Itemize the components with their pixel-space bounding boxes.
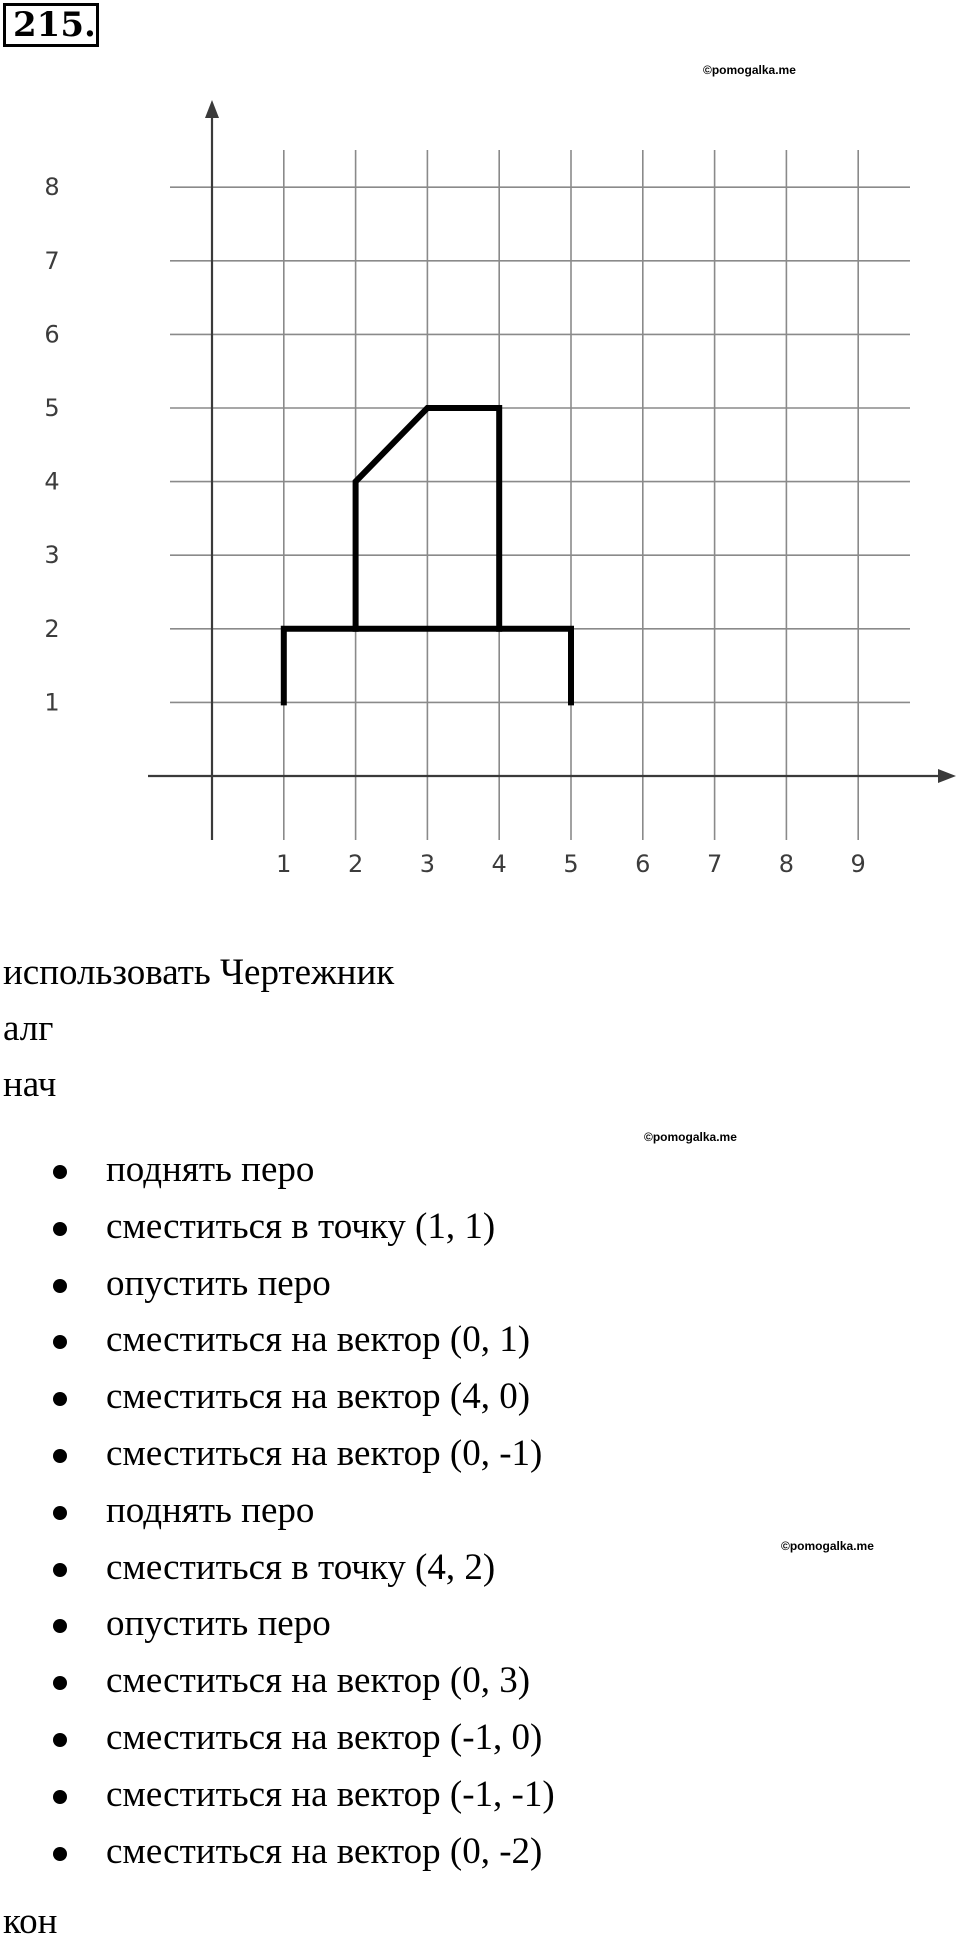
bullet-icon <box>53 1392 67 1406</box>
command-text: поднять перо <box>106 1149 315 1190</box>
command-text: сместиться на вектор (0, 3) <box>106 1660 531 1702</box>
command-text: опустить перо <box>106 1262 331 1304</box>
list-item <box>0 1546 555 1603</box>
bullet-icon <box>53 1222 67 1236</box>
y-tick-label: 3 <box>44 541 60 570</box>
x-tick-label: 2 <box>347 850 364 878</box>
command-text: поднять перо <box>106 1489 315 1531</box>
bullet-icon <box>53 1619 67 1633</box>
task-number: 215. <box>3 3 99 47</box>
watermark: ©pomogalka.me <box>703 63 796 77</box>
y-tick-label: 1 <box>44 688 60 717</box>
command-text: сместиться на вектор (-1, -1) <box>106 1773 555 1815</box>
bullet-icon <box>53 1165 67 1179</box>
end-keyword: кон <box>3 1901 58 1942</box>
coordinate-figure <box>0 0 960 900</box>
y-tick-label: 2 <box>44 614 60 643</box>
list-item <box>0 1205 555 1262</box>
y-axis-arrow-icon <box>205 100 219 118</box>
y-tick-label: 7 <box>44 246 60 275</box>
x-tick-label: 8 <box>778 850 795 878</box>
bullet-icon <box>53 1790 67 1804</box>
command-text: сместиться на вектор (0, -1) <box>106 1432 543 1474</box>
command-text: сместиться на вектор (0, 1) <box>106 1319 531 1361</box>
x-tick-label: 9 <box>850 850 866 878</box>
command-text: сместиться на вектор (-1, 0) <box>106 1716 543 1758</box>
x-tick-label: 4 <box>491 850 507 878</box>
bullet-icon <box>53 1563 67 1577</box>
list-item <box>0 1375 555 1432</box>
x-tick-label: 7 <box>706 850 723 878</box>
bullet-icon <box>53 1847 67 1861</box>
list-item <box>0 1602 555 1659</box>
bullet-icon <box>53 1733 67 1747</box>
command-text: опустить перо <box>106 1603 331 1645</box>
bullet-icon <box>53 1506 67 1520</box>
tick-labels <box>44 173 865 878</box>
x-tick-label: 1 <box>276 850 292 878</box>
x-tick-label: 6 <box>635 850 651 878</box>
command-text: сместиться на вектор (0, -2) <box>106 1830 543 1872</box>
grid <box>170 150 910 840</box>
list-item <box>0 1489 555 1546</box>
bullet-icon <box>53 1335 67 1349</box>
use-statement: использовать Чертежник <box>3 952 395 993</box>
y-tick-label: 8 <box>44 173 60 202</box>
x-tick-label: 3 <box>419 850 436 878</box>
y-tick-label: 6 <box>44 320 60 349</box>
y-tick-label: 5 <box>44 394 60 422</box>
list-item <box>0 1148 555 1205</box>
bullet-icon <box>53 1676 67 1690</box>
bullet-icon <box>53 1279 67 1293</box>
command-text: сместиться на вектор (4, 0) <box>106 1376 531 1418</box>
x-axis-arrow-icon <box>938 769 956 783</box>
command-list <box>0 1148 555 1886</box>
list-item <box>0 1773 555 1830</box>
list-item <box>0 1318 555 1375</box>
watermark: ©pomogalka.me <box>644 1130 737 1144</box>
start-keyword: нач <box>3 1064 57 1105</box>
bullet-icon <box>53 1449 67 1463</box>
command-text: сместиться в точку (4, 2) <box>106 1546 496 1588</box>
list-item <box>0 1432 555 1489</box>
list-item <box>0 1716 555 1773</box>
watermark: ©pomogalka.me <box>781 1539 874 1553</box>
list-item <box>0 1659 555 1716</box>
alg-keyword: алг <box>3 1008 54 1049</box>
list-item <box>0 1262 555 1319</box>
x-tick-label: 5 <box>563 850 579 878</box>
y-tick-label: 4 <box>44 467 60 496</box>
command-text: сместиться в точку (1, 1) <box>106 1205 496 1247</box>
axes <box>148 100 956 840</box>
list-item <box>0 1830 555 1887</box>
